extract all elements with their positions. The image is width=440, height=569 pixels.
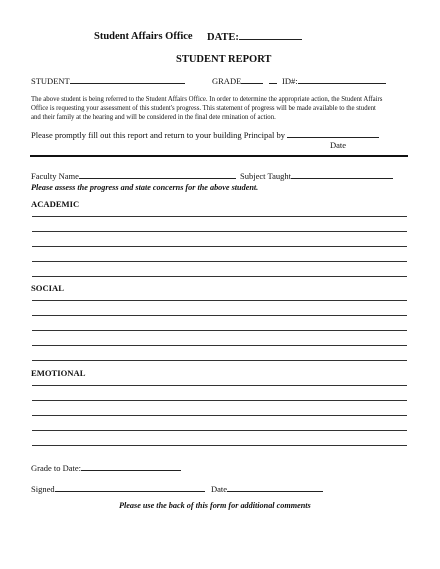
signed-row <box>31 483 205 494</box>
office-name: Student Affairs Office <box>94 31 193 42</box>
page-title: STUDENT REPORT <box>176 54 272 65</box>
social-line[interactable] <box>32 360 407 361</box>
emotional-line[interactable] <box>32 400 407 401</box>
academic-line[interactable] <box>32 246 407 247</box>
academic-line[interactable] <box>32 276 407 277</box>
header-date <box>207 31 302 43</box>
grade-label: GRADE <box>212 76 242 86</box>
social-line[interactable] <box>32 315 407 316</box>
subject-label: Subject Taught <box>240 171 291 181</box>
social-line[interactable] <box>32 345 407 346</box>
section-emotional-heading: EMOTIONAL <box>31 368 86 378</box>
emotional-line[interactable] <box>32 415 407 416</box>
return-note-text: Please promptly fill out this report and return to your building Principal by <box>31 130 286 140</box>
signature-field[interactable] <box>55 483 205 492</box>
social-line[interactable] <box>32 300 407 301</box>
intro-line-2: Office is requesting your assessment of this student's progress. This statement of progress will be made available to the student <box>31 105 376 112</box>
emotional-line[interactable] <box>32 385 407 386</box>
grade-field-extra[interactable] <box>269 75 277 84</box>
return-date-caption: Date <box>330 140 347 150</box>
emotional-line[interactable] <box>32 430 407 431</box>
emotional-line[interactable] <box>32 445 407 446</box>
grade-field-row <box>212 75 277 86</box>
faculty-name-row <box>31 170 236 181</box>
office-title <box>94 31 193 42</box>
id-field[interactable] <box>298 75 386 84</box>
instruction-text: Please assess the progress and state concerns for the above student. <box>31 183 259 192</box>
grade-to-date-label: Grade to Date: <box>31 463 82 473</box>
grade-to-date-field[interactable] <box>81 462 181 471</box>
academic-line[interactable] <box>32 216 407 217</box>
return-note <box>31 129 379 140</box>
header-date-label: DATE: <box>207 32 239 43</box>
intro-line-3: and their family at the hearing and will be considered in the final dete rmination of action. <box>31 114 276 121</box>
intro-line-1: The above student is being referred to the Student Affairs Office. In order to determine the appropriate action, the Student Affairs <box>31 96 383 103</box>
grade-to-date-row <box>31 462 181 473</box>
section-academic-heading: ACADEMIC <box>31 199 80 209</box>
faculty-name-label: Faculty Name <box>31 171 79 181</box>
subject-field[interactable] <box>291 170 393 179</box>
signed-date-row <box>211 483 323 494</box>
signed-date-field[interactable] <box>227 483 323 492</box>
back-of-form-note: Please use the back of this form for additional comments <box>119 501 311 510</box>
section-social-heading: SOCIAL <box>31 283 64 293</box>
social-line[interactable] <box>32 330 407 331</box>
student-label: STUDENT <box>31 76 70 86</box>
academic-line[interactable] <box>32 231 407 232</box>
grade-field[interactable] <box>241 75 263 84</box>
academic-line[interactable] <box>32 261 407 262</box>
header-date-field[interactable] <box>239 31 302 40</box>
subject-row <box>240 170 393 181</box>
student-field-row <box>31 75 185 86</box>
student-field[interactable] <box>70 75 185 84</box>
id-label: ID#: <box>282 76 298 86</box>
signed-label: Signed <box>31 484 55 494</box>
return-date-field[interactable] <box>287 129 379 138</box>
id-field-row <box>282 75 386 86</box>
signed-date-label: Date <box>211 484 228 494</box>
faculty-name-field[interactable] <box>79 170 236 179</box>
divider <box>30 155 408 157</box>
